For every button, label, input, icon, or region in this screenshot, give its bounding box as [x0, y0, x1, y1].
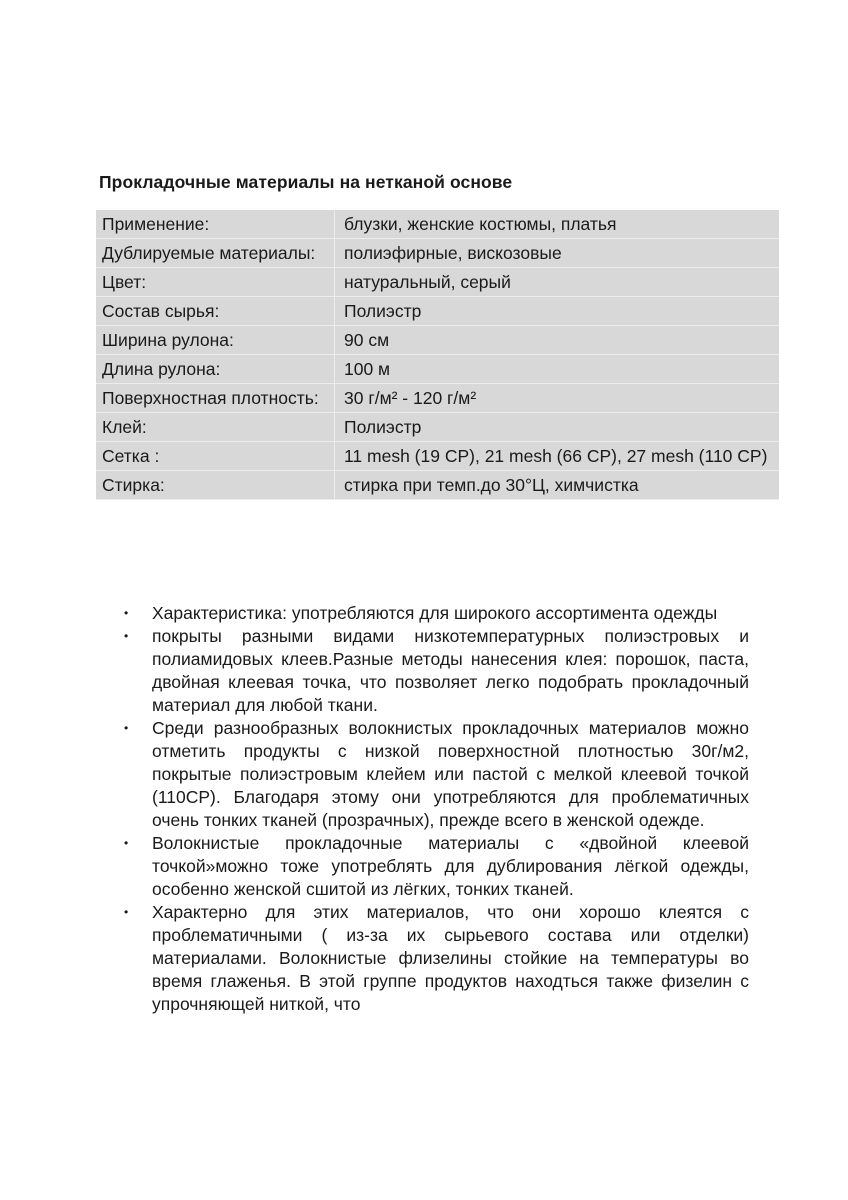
list-item — [114, 625, 749, 717]
bullet-icon: • — [124, 905, 129, 919]
row-label: Применение: — [96, 210, 335, 239]
table-row — [96, 413, 779, 442]
list-item — [114, 901, 749, 1016]
table-row — [96, 384, 779, 413]
bullet-icon: • — [124, 629, 129, 643]
list-item — [114, 832, 749, 901]
list-item — [114, 602, 749, 625]
bullet-icon: • — [124, 606, 129, 620]
row-label: Ширина рулона: — [96, 326, 335, 355]
table-row — [96, 239, 779, 268]
document-title: Прокладочные материалы на нетканой основе — [99, 172, 513, 192]
table-row — [96, 442, 779, 471]
row-value: натуральный, серый — [335, 268, 780, 297]
row-label: Стирка: — [96, 471, 335, 500]
spec-table — [96, 210, 779, 500]
row-label: Длина рулона: — [96, 355, 335, 384]
row-value: блузки, женские костюмы, платья — [335, 210, 780, 239]
table-row — [96, 268, 779, 297]
list-item-text: Волокнистые прокладочные материалы с «двойной клеевой точкой»можно тоже употреблять для дублирования лёгкой одежды, особенно женской сшитой из лёгких, тонких тканей. — [152, 833, 749, 899]
table-row — [96, 326, 779, 355]
row-label: Клей: — [96, 413, 335, 442]
row-value: Полиэстр — [335, 413, 780, 442]
row-value: полиэфирные, вискозовые — [335, 239, 780, 268]
row-label: Сетка : — [96, 442, 335, 471]
row-value: 100 м — [335, 355, 780, 384]
row-value: 90 см — [335, 326, 780, 355]
bullet-icon: • — [124, 721, 129, 735]
list-item-text: Характерно для этих материалов, что они хорошо клеятся с проблематичными ( из-за их сырьевого состава или отделки) материалами. Волокнистые флизелины стойкие на температуры во время глаженья. В этой группе продуктов находться также физелин с упрочняющей ниткой, что — [152, 902, 749, 1014]
bullet-list — [114, 602, 749, 1016]
bullet-icon: • — [124, 836, 129, 850]
row-label: Цвет: — [96, 268, 335, 297]
table-row — [96, 471, 779, 500]
row-label: Состав сырья: — [96, 297, 335, 326]
row-label: Дублируемые материалы: — [96, 239, 335, 268]
table-row — [96, 355, 779, 384]
table-row — [96, 210, 779, 239]
list-item-text: Среди разнообразных волокнистых прокладочных материалов можно отметить продукты с низкой поверхностной плотностью 30г/м2, покрытые полиэстровым клейем или пастой с мелкой клеевой точкой (110CP). Благодаря этому они употребляются для проблематичных очень тонких тканей (прозрачных), прежде всего в женской одежде. — [152, 718, 749, 830]
list-item — [114, 717, 749, 832]
list-item-text: покрыты разными видами низкотемпературных полиэстровых и полиамидовых клеев.Разные методы нанесения клея: порошок, паста, двойная клеевая точка, что позволяет легко подобрать прокладочный материал для любой ткани. — [152, 626, 749, 715]
row-value: Полиэстр — [335, 297, 780, 326]
row-value: 30 г/м² - 120 г/м² — [335, 384, 780, 413]
row-value: стирка при темп.до 30°Ц, химчистка — [335, 471, 780, 500]
table-row — [96, 297, 779, 326]
row-value: 11 mesh (19 CP), 21 mesh (66 CP), 27 mesh (110 CP) — [335, 442, 780, 471]
row-label: Поверхностная плотность: — [96, 384, 335, 413]
list-item-text: Характеристика: употребляются для широкого ассортимента одежды — [152, 603, 718, 623]
